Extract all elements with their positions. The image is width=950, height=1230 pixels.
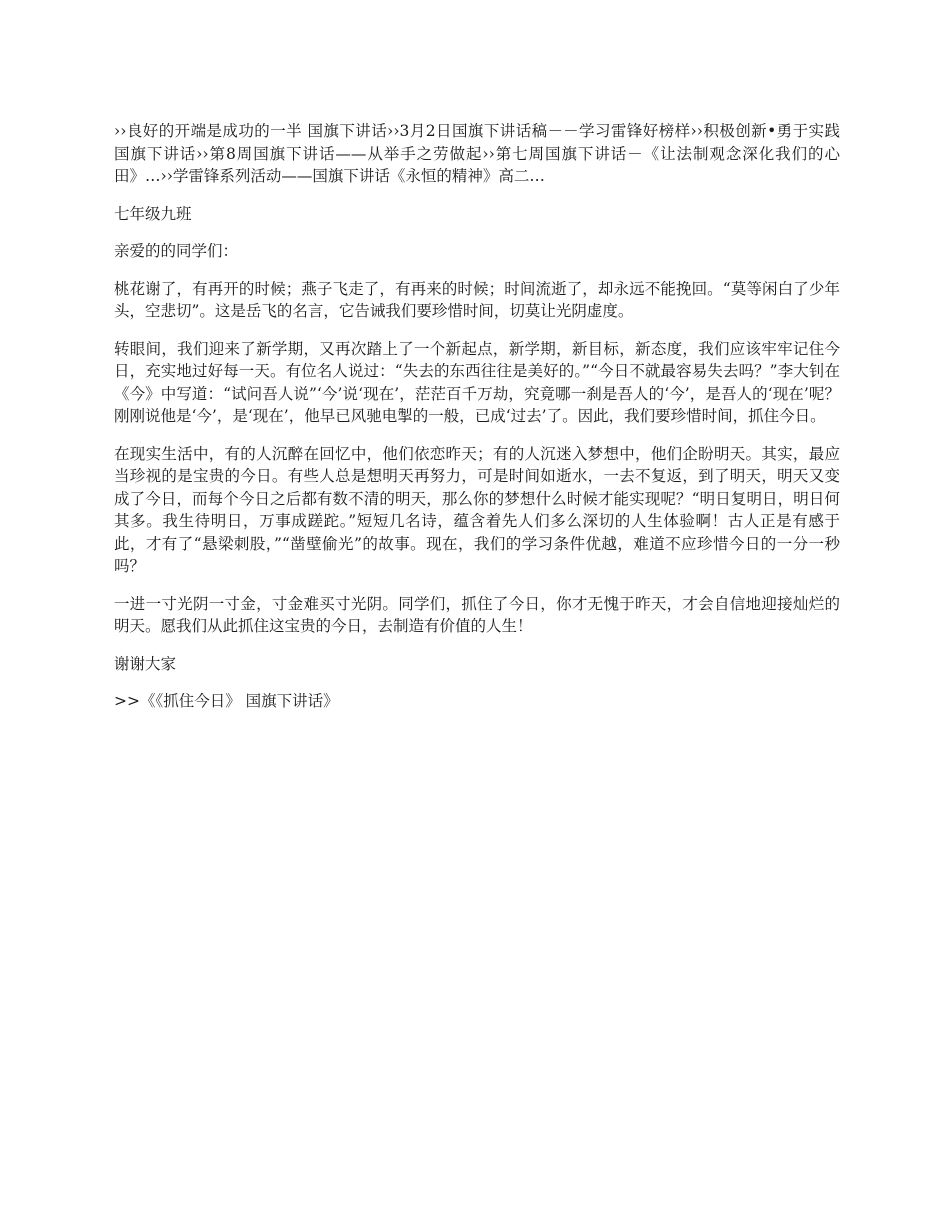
- closing: 谢谢大家: [114, 654, 177, 673]
- related-links[interactable]: ››良好的开端是成功的一半 国旗下讲话››3月2日国旗下讲话稿－－学习雷锋好榜样››积极创新•勇于实践 国旗下讲话››第8周国旗下讲话——从举手之劳做起››第七周国旗下讲话－《让法制观念深化我们的心田》…››学雷锋系列活动——国旗下讲话《永恒的精神》高二…: [114, 122, 840, 185]
- article-body: [114, 120, 840, 728]
- paragraph-1: 桃花谢了，有再开的时候；燕子飞走了，有再来的时候；时间流逝了，却永远不能挽回。“莫等闲白了少年头，空悲切”。这是岳飞的名言，它告诫我们要珍惜时间，切莫让光阴虚度。: [114, 279, 840, 320]
- paragraph-4: 一进一寸光阴一寸金，寸金难买寸光阴。同学们，抓住了今日，你才无愧于昨天，才会自信地迎接灿烂的明天。愿我们从此抓住这宝贵的今日，去制造有价值的人生！: [114, 594, 840, 635]
- paragraph-2: 转眼间，我们迎来了新学期，又再次踏上了一个新起点，新学期，新目标，新态度，我们应该牢牢记住今日，充实地过好每一天。有位名人说过：“失去的东西往往是美好的。”“今日不就最容易失去吗？”李大钊在《今》中写道：“试问吾人说”‘今’说‘现在’，茫茫百千万劫，究竟哪一刹是吾人的‘今’，是吾人的‘现在’呢？刚刚说他是‘今’，是‘现在’，他早已风驰电掣的一般，已成‘过去’了。因此，我们要珍惜时间，抓住今日。: [114, 339, 840, 425]
- class-name: 七年级九班: [114, 204, 192, 223]
- source-article-link[interactable]: >>《《抓住今日》 国旗下讲话》: [114, 692, 339, 710]
- paragraph-3: 在现实生活中，有的人沉醉在回忆中，他们依恋昨天；有的人沉迷入梦想中，他们企盼明天。其实，最应当珍视的是宝贵的今日。有些人总是想明天再努力，可是时间如逝水，一去不复返，到了明天，明天又变成了今日，而每个今日之后都有数不清的明天，那么你的梦想什么时候才能实现呢？“明日复明日，明日何其多。我生待明日，万事成蹉跎。”短短几名诗，蕴含着先人们多么深切的人生体验啊！古人正是有感于此，才有了“悬梁刺股，”“凿壁偷光”的故事。现在，我们的学习条件优越，难道不应珍惜今日的一分一秒吗？: [114, 444, 840, 575]
- greeting: 亲爱的的同学们：: [114, 242, 239, 260]
